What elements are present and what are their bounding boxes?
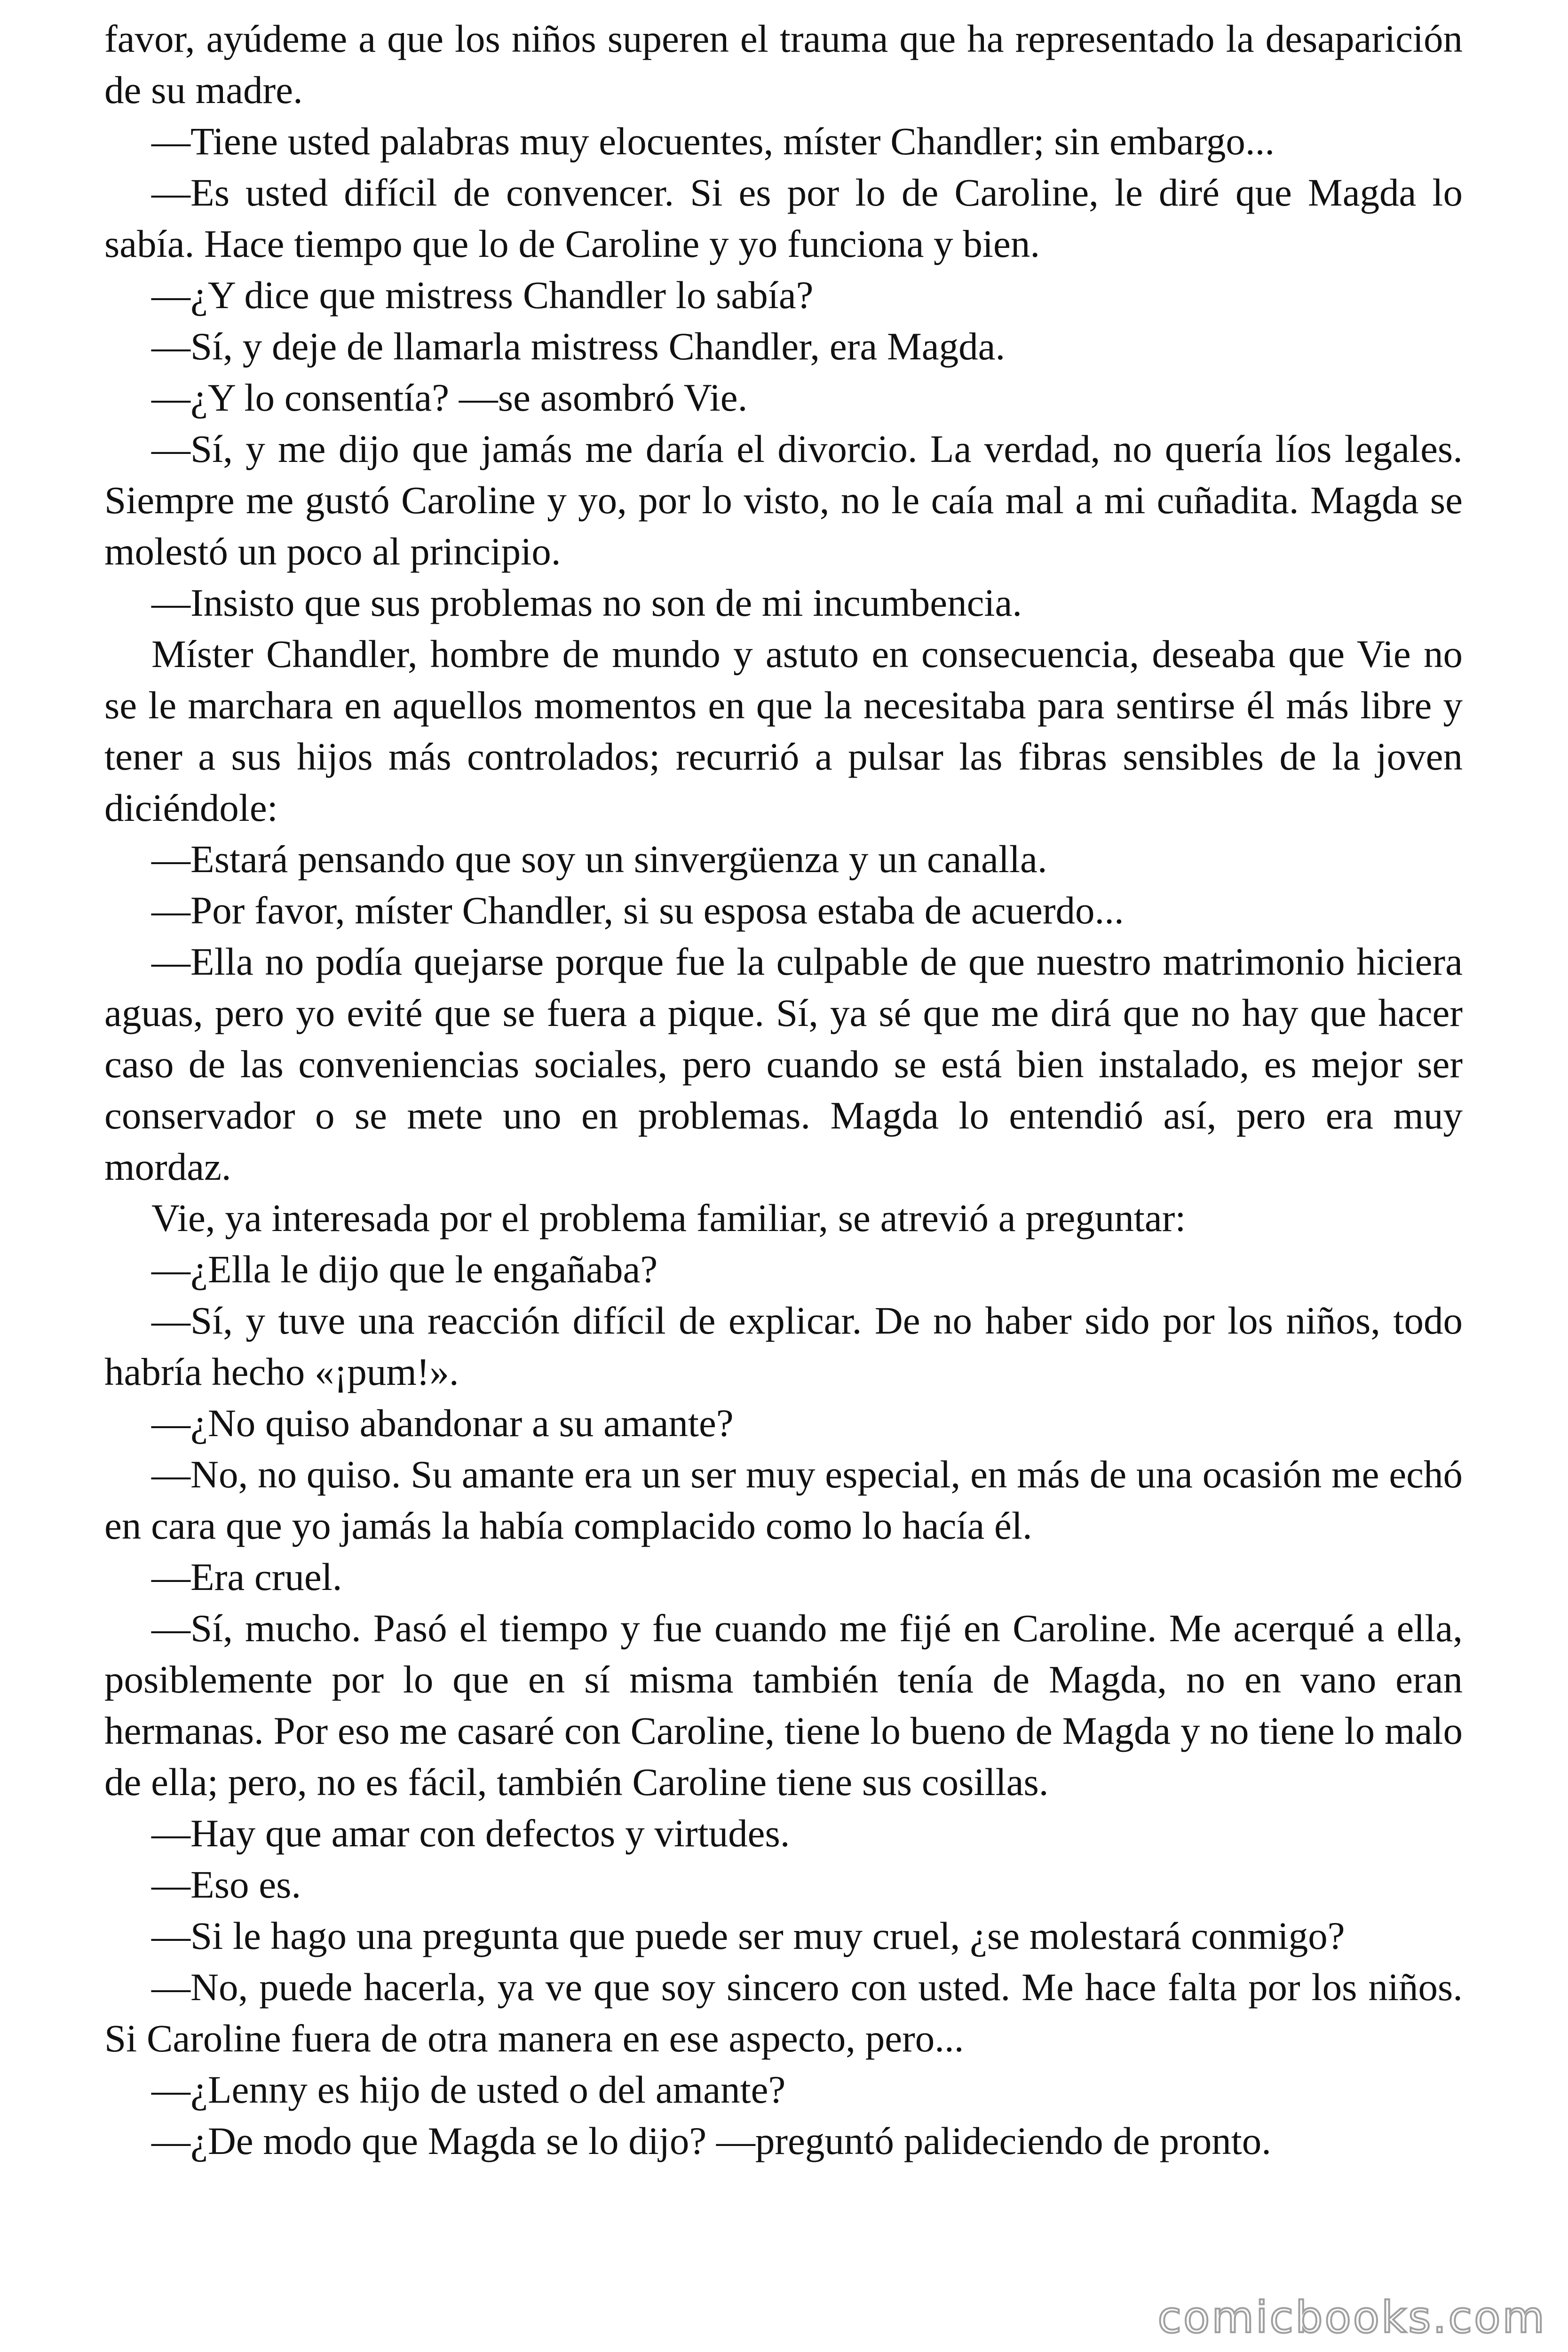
paragraph: Vie, ya interesada por el problema familiar, se atrevió a preguntar:	[151, 1196, 1186, 1240]
paragraph: —¿No quiso abandonar a su amante?	[151, 1401, 734, 1445]
paragraph: —Hay que amar con defectos y virtudes.	[151, 1812, 790, 1855]
paragraph: —¿Ella le dijo que le engañaba?	[151, 1248, 658, 1291]
paragraph: —Insisto que sus problemas no son de mi incumbencia.	[151, 581, 1022, 624]
paragraph: —Sí, y deje de llamarla mistress Chandler, era Magda.	[151, 325, 1006, 368]
paragraph: —Estará pensando que soy un sinvergüenza y un canalla.	[151, 837, 1047, 881]
paragraph: —Es usted difícil de convencer. Si es por lo de Caroline, le diré que Magda lo sabía. Hace tiempo que lo de Caroline y yo funciona y bien.	[104, 171, 1463, 265]
paragraph: —¿De modo que Magda se lo dijo? —preguntó palideciendo de pronto.	[151, 2119, 1272, 2162]
paragraph: —Ella no podía quejarse porque fue la culpable de que nuestro matrimonio hiciera aguas, pero yo evité que se fuera a pique. Sí, ya sé que me dirá que no hay que hacer caso de las conveniencias sociales, pero cuando se está bien instalado, es mejor ser conservador o se mete uno en problemas. Magda lo entendió así, pero era muy mordaz.	[104, 940, 1463, 1188]
paragraph: —Era cruel.	[151, 1555, 342, 1598]
paragraph: —¿Y dice que mistress Chandler lo sabía?	[151, 273, 814, 317]
paragraph: —Sí, mucho. Pasó el tiempo y fue cuando me fijé en Caroline. Me acerqué a ella, posiblemente por lo que en sí misma también tenía de Magda, no en vano eran hermanas. Por eso me casaré con Caroline, tiene lo bueno de Magda y no tiene lo malo de ella; pero, no es fácil, también Caroline tiene sus cosillas.	[104, 1606, 1463, 1804]
paragraph: —Por favor, míster Chandler, si su esposa estaba de acuerdo...	[151, 889, 1124, 932]
paragraph: —Sí, y me dijo que jamás me daría el divorcio. La verdad, no quería líos legales. Siempre me gustó Caroline y yo, por lo visto, no le caía mal a mi cuñadita. Magda se molestó un poco al principio.	[104, 427, 1463, 573]
book-page-text	[104, 13, 1463, 2167]
paragraph: —No, puede hacerla, ya ve que soy sincero con usted. Me hace falta por los niños. Si Caroline fuera de otra manera en ese aspecto, pero...	[104, 1965, 1463, 2060]
paragraph: —¿Lenny es hijo de usted o del amante?	[151, 2068, 786, 2111]
paragraph: Míster Chandler, hombre de mundo y astuto en consecuencia, deseaba que Vie no se le marchara en aquellos momentos en que la necesitaba para sentirse él más libre y tener a sus hijos más controlados; recurrió a pulsar las fibras sensibles de la joven diciéndole:	[104, 632, 1463, 829]
paragraph: —No, no quiso. Su amante era un ser muy especial, en más de una ocasión me echó en cara que yo jamás la había complacido como lo hacía él.	[104, 1453, 1463, 1547]
paragraph: —Tiene usted palabras muy elocuentes, míster Chandler; sin embargo...	[151, 119, 1275, 163]
paragraph: —Eso es.	[151, 1863, 301, 1906]
paragraph: —Sí, y tuve una reacción difícil de explicar. De no haber sido por los niños, todo habría hecho «¡pum!».	[104, 1299, 1463, 1393]
watermark: comicbooks.com	[1157, 2292, 1546, 2343]
paragraph: —¿Y lo consentía? —se asombró Vie.	[151, 376, 748, 419]
paragraph-continued: favor, ayúdeme a que los niños superen el trauma que ha representado la desaparición de su madre.	[104, 17, 1463, 111]
paragraph: —Si le hago una pregunta que puede ser muy cruel, ¿se molestará conmigo?	[151, 1914, 1345, 1957]
